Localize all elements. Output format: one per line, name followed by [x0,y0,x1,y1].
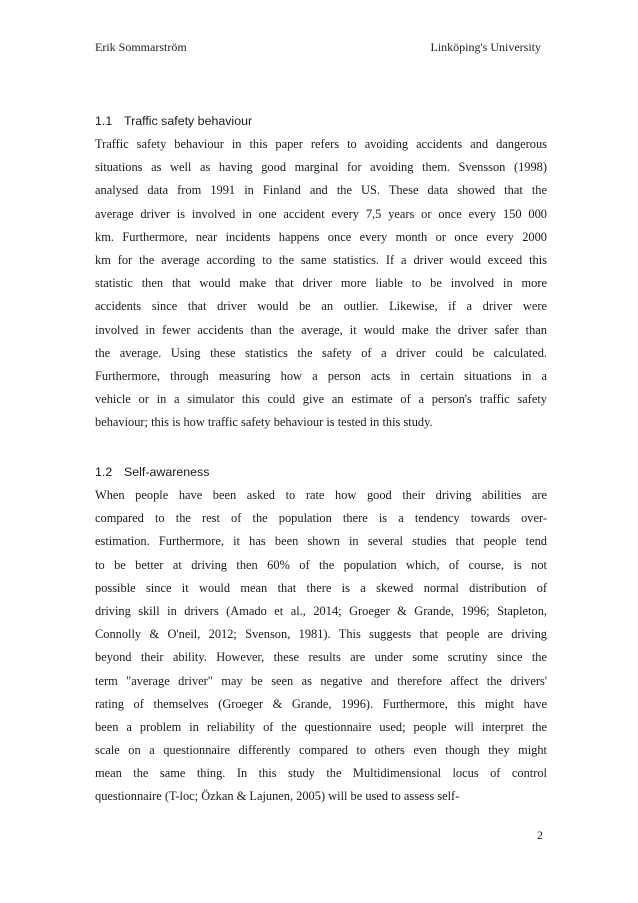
header-institution: Linköping's University [430,40,541,54]
section-title: Self-awareness [124,465,210,479]
text-line: accidents since that driver would be an outlier. Likewise, if a driver were [95,299,547,314]
text-line: scale on a questionnaire differently compared to others even though they might [95,743,547,758]
page-number: 2 [537,828,543,842]
section-heading-self-awareness [95,465,209,479]
paragraph-self-awareness [95,484,547,809]
text-line: to be better at driving then 60% of the population which, of course, is not [95,557,547,572]
text-line: been a problem in reliability of the questionnaire used; people will interpret the [95,719,547,734]
text-line: average driver is involved in one accident every 7,5 years or once every 150 000 [95,206,547,221]
text-line: estimation. Furthermore, it has been shown in several studies that people tend [95,534,547,549]
section-number: 1.1 [95,114,113,128]
text-line: rating of themselves (Groeger & Grande, 1996). Furthermore, this might have [95,696,547,711]
text-line: involved in fewer accidents than the average, it would make the driver safer than [95,322,547,337]
text-line: driving skill in drivers (Amado et al., 2014; Groeger & Grande, 1996; Stapleton, [95,603,547,618]
text-line: mean the same thing. In this study the Multidimensional locus of control [95,766,547,781]
section-title: Traffic safety behaviour [124,114,253,128]
text-line: km. Furthermore, near incidents happens once every month or once every 2000 [95,229,547,244]
text-line: vehicle or in a simulator this could give an estimate of a person's traffic safety [95,392,547,407]
text-line: compared to the rest of the population there is a tendency towards over- [95,511,547,526]
text-line: analysed data from 1991 in Finland and the US. These data showed that the [95,183,547,198]
text-line: term "average driver" may be seen as negative and therefore affect the drivers' [95,673,547,688]
text-line: questionnaire (T-loc; Özkan & Lajunen, 2005) will be used to assess self- [95,789,460,804]
text-line: km for the average according to the same statistics. If a driver would exceed this [95,252,547,267]
text-line: beyond their ability. However, these results are under some scrutiny since the [95,650,547,665]
text-line: situations as well as having good marginal for avoiding them. Svensson (1998) [95,160,547,175]
text-line: Traffic safety behaviour in this paper refers to avoiding accidents and dangerous [95,137,547,151]
text-line: statistic then that would make that driver more liable to be involved in more [95,276,547,291]
text-line: Furthermore, through measuring how a person acts in certain situations in a [95,368,547,383]
text-line: Connolly & O'neil, 2012; Svenson, 1981). This suggests that people are driving [95,627,547,642]
section-heading-traffic-safety [95,114,252,128]
text-line: When people have been asked to rate how good their driving abilities are [95,488,547,502]
text-line: possible since it would mean that there is a skewed normal distribution of [95,580,547,595]
text-line: the average. Using these statistics the safety of a driver could be calculated. [95,345,547,360]
paragraph-traffic-safety [95,133,547,434]
header-author: Erik Sommarström [95,40,187,54]
text-line: behaviour; this is how traffic safety behaviour is tested in this study. [95,415,433,430]
section-number: 1.2 [95,465,113,479]
